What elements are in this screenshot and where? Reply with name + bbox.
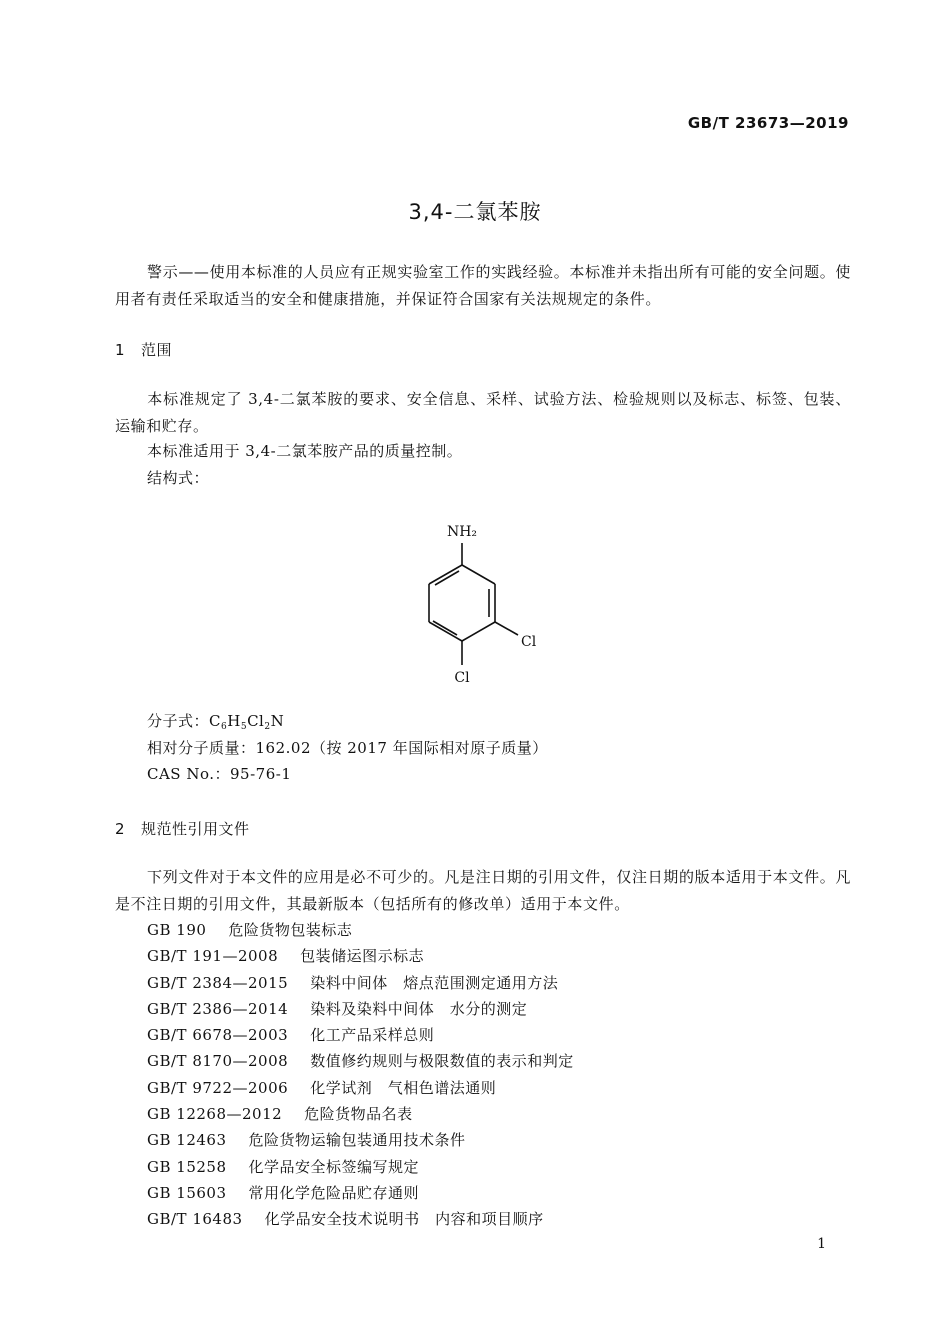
- chlorine-label-para: Cl: [454, 670, 470, 686]
- formula-nitrogen: N: [270, 712, 285, 730]
- reference-code: GB 12463: [147, 1131, 227, 1150]
- references-intro: [115, 864, 851, 917]
- benzene-ring: [429, 543, 518, 665]
- reference-item: [147, 1048, 574, 1074]
- reference-title: 化学品安全技术说明书 内容和项目顺序: [264, 1210, 544, 1229]
- formula-prefix: 分子式：: [147, 712, 210, 730]
- ring-bond: [429, 565, 462, 584]
- molar-mass: 相对分子质量：162.02（按 2017 年国际相对原子质量）: [147, 739, 548, 757]
- section-2-number: 2: [115, 820, 126, 838]
- reference-code: GB/T 8170—2008: [147, 1052, 289, 1071]
- reference-item: [147, 970, 574, 996]
- reference-item: [147, 943, 574, 969]
- reference-title: 化工产品采样总则: [310, 1026, 435, 1045]
- formula-carbon: C: [209, 712, 221, 730]
- ring-bond: [462, 565, 495, 584]
- ring-bond: [462, 622, 495, 641]
- reference-item: [147, 996, 574, 1022]
- reference-code: GB 15258: [147, 1157, 227, 1176]
- reference-title: 危险货物包装标志: [228, 921, 353, 939]
- reference-item: [147, 1180, 574, 1206]
- formula-carbon-count: 6: [221, 722, 228, 732]
- structure-label: 结构式：: [147, 469, 210, 487]
- reference-code: GB/T 9722—2006: [147, 1078, 289, 1097]
- scope-paragraph-2: 本标准适用于 3,4-二氯苯胺产品的质量控制。: [147, 442, 463, 460]
- reference-code: GB 190: [147, 921, 207, 939]
- chlorine-label-meta: Cl: [521, 634, 537, 650]
- reference-title: 染料及染料中间体 水分的测定: [310, 999, 528, 1018]
- reference-code: GB/T 2384—2015: [147, 973, 289, 992]
- reference-item: [147, 1075, 574, 1101]
- reference-code: GB/T 16483: [147, 1210, 243, 1229]
- reference-item: [147, 917, 574, 943]
- formula-hydrogen-count: 5: [240, 722, 248, 732]
- standard-number: GB/T 23673—2019: [687, 114, 849, 132]
- document-title: 3,4-二氯苯胺: [408, 200, 542, 224]
- scope-paragraph-1: [115, 386, 851, 439]
- reference-title: 化学试剂 气相色谱法通则: [310, 1078, 497, 1097]
- reference-title: 染料中间体 熔点范围测定通用方法: [310, 973, 559, 992]
- formula-chlorine: Cl: [247, 712, 265, 730]
- reference-item: [147, 1101, 574, 1127]
- cas-number: CAS No.：95-76-1: [147, 765, 292, 783]
- section-2-heading: [115, 818, 250, 839]
- reference-code: GB/T 6678—2003: [147, 1026, 289, 1045]
- reference-item: [147, 1022, 574, 1048]
- reference-title: 数值修约规则与极限数值的表示和判定: [310, 1052, 574, 1071]
- reference-code: GB 15603: [147, 1183, 227, 1202]
- section-1-number: 1: [115, 341, 126, 359]
- section-2-title: 规范性引用文件: [141, 820, 250, 838]
- reference-code: GB/T 2386—2014: [147, 999, 289, 1018]
- section-1-heading: [115, 339, 172, 360]
- ring-bond: [429, 622, 462, 641]
- reference-title: 常用化学危险品贮存通则: [248, 1183, 420, 1202]
- warning-paragraph: [115, 259, 851, 312]
- reference-title: 危险货物品名表: [304, 1105, 413, 1124]
- reference-code: GB 12268—2012: [147, 1105, 283, 1124]
- reference-title: 危险货物运输包装通用技术条件: [248, 1131, 466, 1150]
- reference-title: 化学品安全标签编写规定: [248, 1157, 420, 1176]
- ring-double-bond: [433, 621, 457, 635]
- normative-references-list: [147, 917, 574, 1233]
- structural-formula: [400, 510, 550, 690]
- reference-item: [147, 1127, 574, 1153]
- reference-title: 包装储运图示标志: [300, 947, 425, 966]
- references-intro-text: 下列文件对于本文件的应用是必不可少的。凡是注日期的引用文件，仅注日期的版本适用于本文件。凡是不注日期的引用文件，其最新版本（包括所有的修改单）适用于本文件。: [115, 868, 851, 913]
- scope-text-1: 本标准规定了 3,4-二氯苯胺的要求、安全信息、采样、试验方法、检验规则以及标志、标签、包装、运输和贮存。: [115, 390, 851, 435]
- chloro-bond: [495, 622, 518, 635]
- page-number: 1: [817, 1236, 826, 1252]
- formula-chlorine-count: 2: [264, 722, 271, 732]
- reference-item: [147, 1206, 574, 1232]
- reference-code: GB/T 191—2008: [147, 947, 279, 966]
- warning-text: 警示——使用本标准的人员应有正规实验室工作的实践经验。本标准并未指出所有可能的安全问题。使用者有责任采取适当的安全和健康措施，并保证符合国家有关法规规定的条件。: [115, 263, 851, 308]
- section-1-title: 范围: [141, 341, 173, 359]
- formula-hydrogen: H: [227, 712, 241, 730]
- nh2-label: NH₂: [446, 524, 478, 540]
- reference-item: [147, 1154, 574, 1180]
